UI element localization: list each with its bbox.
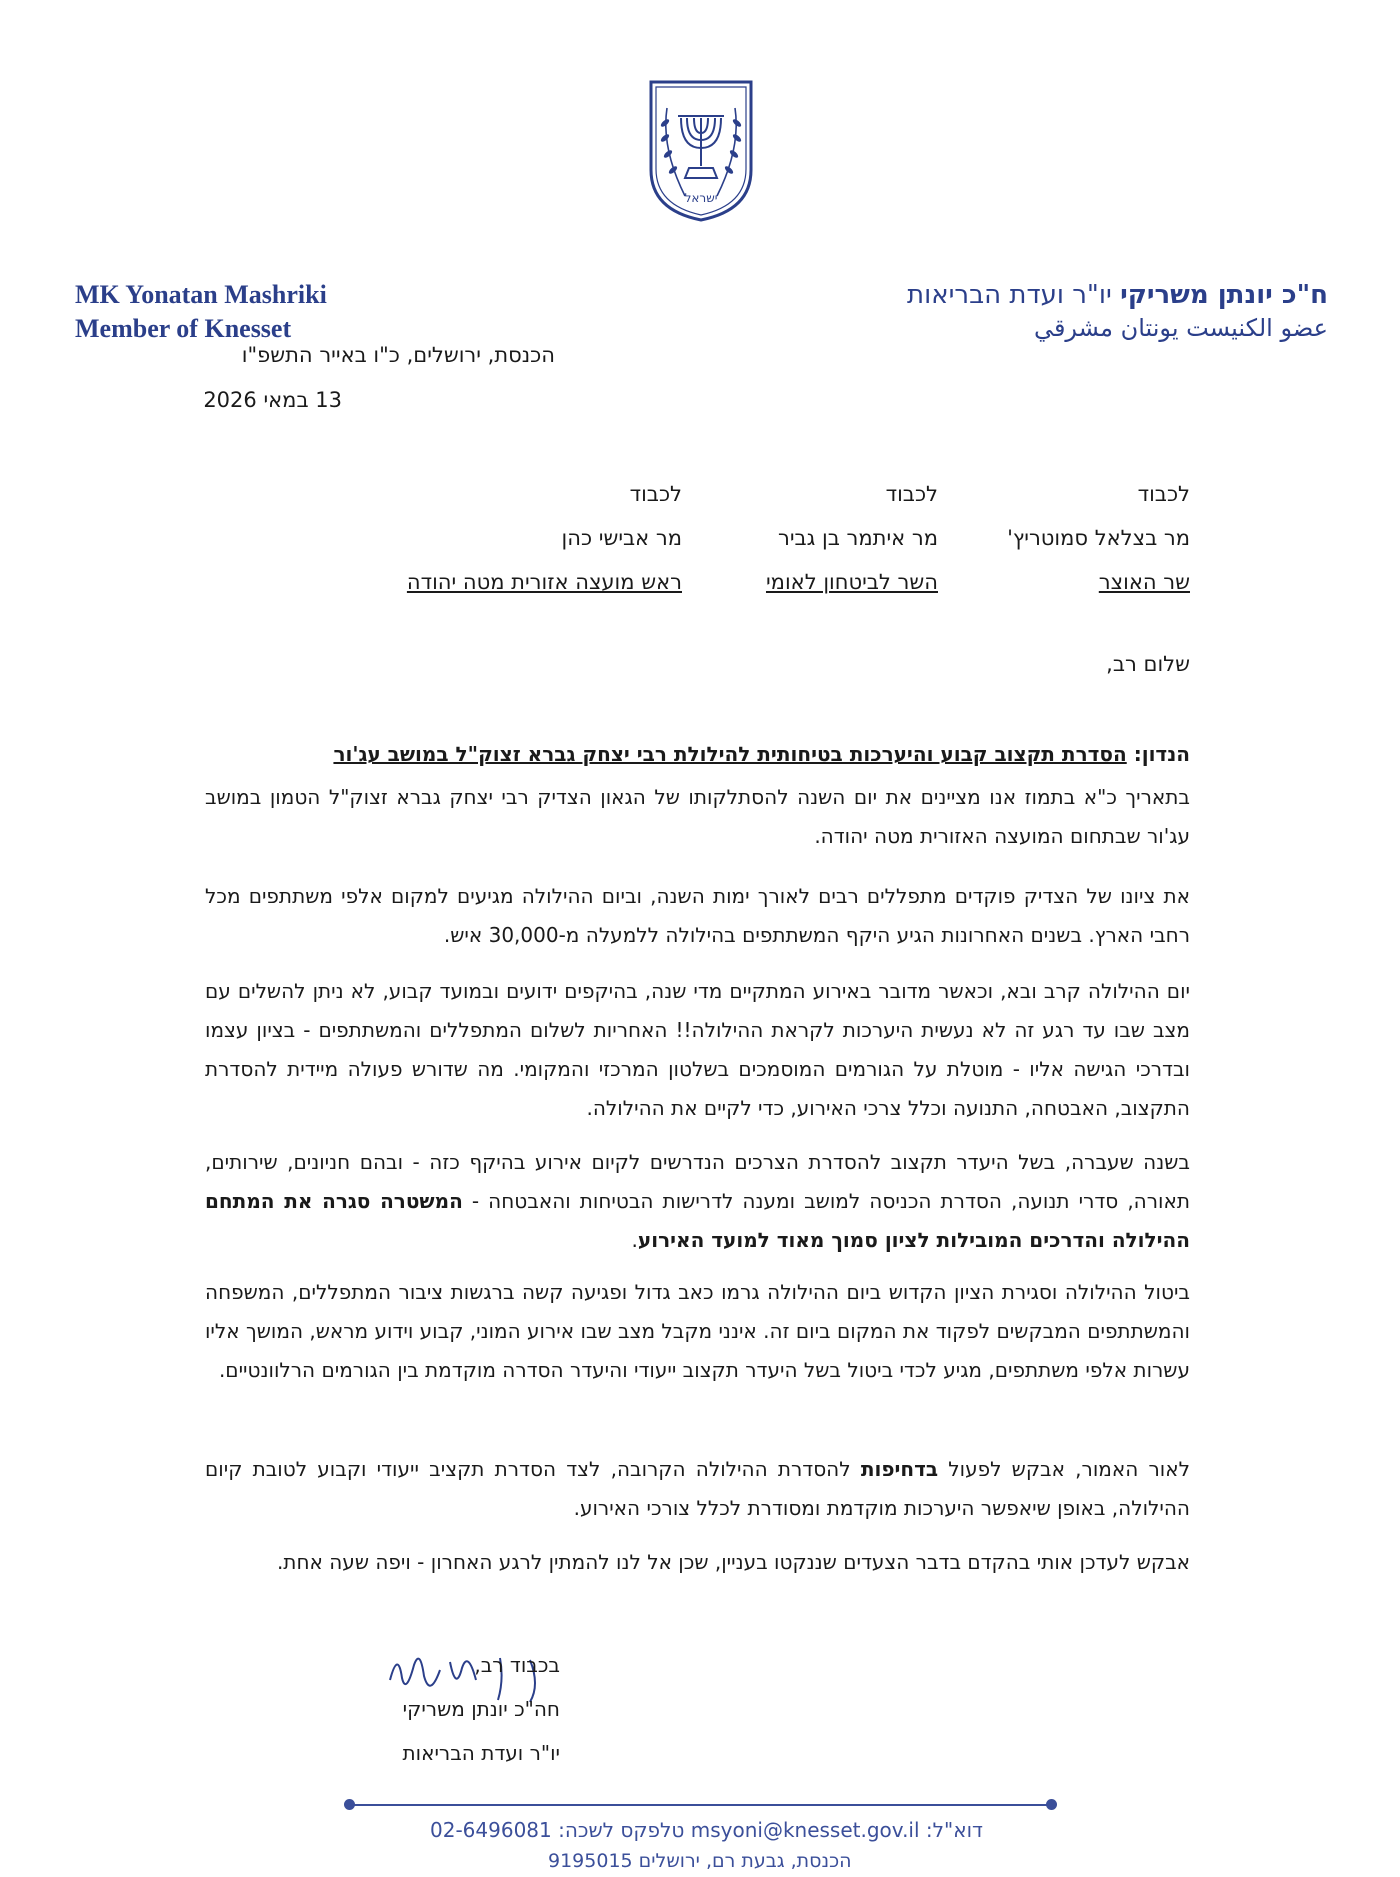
subject-line	[333, 742, 1190, 766]
paragraph-text: להסדרת ההילולה הקרובה, לצד הסדרת תקציב ייעודי וקבוע לטובת קיום ההילולה, באופן שיאפשר היערכות מוקדמת ומסודרת לכלל צורכי האירוע.	[205, 1457, 1190, 1520]
recipient-name: מר אבישי כהן	[561, 526, 682, 550]
emblem-text: ישראל	[684, 191, 718, 205]
hebrew-name: ח"כ יונתן משריקי	[1120, 280, 1328, 310]
recipient-title: שר האוצר	[1098, 570, 1190, 594]
recipient-name: מר בצלאל סמוטריץ'	[1007, 526, 1190, 550]
paragraph-text: לאור האמור, אבקש לפעול	[938, 1457, 1190, 1481]
paragraph: אבקש לעדכן אותי בהקדם בדבר הצעדים שננקטו בעניין, שכן אל לנו להמתין לרגע האחרון - ויפה שעה אחת.	[276, 1550, 1190, 1574]
footer-contact: דוא"ל: msyoni@knesset.gov.il טלפקס לשכה: 02-6496081	[430, 1818, 983, 1842]
english-title: Member of Knesset	[75, 314, 292, 343]
closing-block	[402, 1643, 560, 1775]
recipient-block	[407, 472, 682, 604]
hebrew-role: יו"ר ועדת הבריאות	[907, 280, 1112, 310]
hebrew-date: הכנסת, ירושלים, כ"ו באייר התשפ"ו	[241, 343, 555, 367]
recipient-name: מר איתמר בן גביר	[777, 526, 938, 550]
recipient-title: השר לביטחון לאומי	[765, 570, 938, 594]
closing-salutation: בכבוד רב,	[474, 1653, 560, 1677]
paragraph	[205, 1143, 1190, 1260]
paragraph: את ציונו של הצדיק פוקדים מתפללים רבים לאורך ימות השנה, וביום ההילולה מגיעים למקום אלפי משתתפים מכל רחבי הארץ. בשנים האחרונות הגיע היקף המשתתפים בהילולה ללמעלה מ-30,000 איש.	[205, 884, 1190, 947]
paragraph: ביטול ההילולה וסגירת הציון הקדוש ביום ההילולה גרמו כאב גדול ופגיעה קשה ברגשות ציבור המתפללים, המשפחה והמשתתפים המבקשים לפקוד את המקום ביום זה. אינני מקבל מצב שבו אירוע המוני, קבוע וידוע מראש, המושך אליו עשרות אלפי משתתפים, מגיע לכדי ביטול בשל היעדר תקצוב ייעודי והיעדר הסדרה מוקדמת בין הגורמים הרלוונטיים.	[204, 1280, 1190, 1382]
greeting: שלום רב,	[1106, 652, 1190, 676]
signer-role: יו"ר ועדת הבריאות	[402, 1741, 560, 1765]
arabic-line: عضو الكنيست يونتان مشرقي	[1033, 314, 1328, 342]
footer-divider-dot	[344, 1799, 355, 1810]
english-name: MK Yonatan Mashriki	[75, 280, 327, 309]
recipient-block	[1007, 472, 1190, 604]
recipient-block	[766, 472, 938, 604]
recipient-title: ראש מועצה אזורית מטה יהודה	[406, 570, 682, 594]
gregorian-date: 13 במאי 2026	[203, 388, 342, 412]
recipient-salutation: לכבוד	[885, 482, 938, 506]
subject-text: הסדרת תקצוב קבוע והיערכות בטיחותית להילולת רבי יצחק גברא זצוק"ל במושב עג'ור	[333, 742, 1127, 766]
paragraph-text: .	[631, 1228, 638, 1252]
state-emblem	[645, 78, 757, 224]
footer-divider-dot	[1046, 1799, 1057, 1810]
recipient-salutation: לכבוד	[1137, 482, 1190, 506]
signer-name: חה"כ יונתן משריקי	[402, 1697, 560, 1721]
paragraph	[205, 1450, 1190, 1528]
footer-divider	[348, 1804, 1052, 1806]
paragraph-bold-text: המשטרה סגרה את המתחם ההילולה והדרכים המובילות לציון סמוך מאוד למועד האירוע	[205, 1189, 1190, 1252]
paragraph: בתאריך כ"א בתמוז אנו מציינים את יום השנה להסתלקותו של הגאון הצדיק רבי יצחק גברא זצוק"ל הטמון במושב עג'ור שבתחום המועצה האזורית מטה יהודה.	[205, 785, 1190, 848]
recipient-salutation: לכבוד	[629, 482, 682, 506]
hebrew-letterhead	[907, 278, 1328, 344]
paragraph: יום ההילולה קרב ובא, וכאשר מדובר באירוע המתקיים מדי שנה, בהיקפים ידועים ובמועד קבוע, לא ניתן להשלים עם מצב שבו עד רגע זה לא נעשית היערכות לקראת ההילולה!! האחריות לשלום המתפללים והמשתתפים - בציון עצמו ובדרכי הגישה אליו - מוטלת על הגורמים המוסמכים בשלטון המרכזי והמקומי. מה שדורש פעולה מיידית להסדרת התקצוב, האבטחה, התנועה וכלל צרכי האירוע, כדי לקיים את ההילולה.	[205, 979, 1190, 1120]
subject-label: הנדון:	[1133, 742, 1190, 766]
paragraph-bold-text: בדחיפות	[860, 1457, 939, 1481]
footer-address: הכנסת, גבעת רם, ירושלים 9195015	[548, 1850, 852, 1872]
english-letterhead	[75, 278, 327, 346]
paragraph-text: בשנה שעברה, בשל היעדר תקצוב להסדרת הצרכים הנדרשים לקיום אירוע בהיקף כזה - ובהם חניונים, שירותים, תאורה, סדרי תנועה, הסדרת הכניסה למושב ומענה לדרישות הבטיחות והאבטחה -	[205, 1150, 1190, 1213]
